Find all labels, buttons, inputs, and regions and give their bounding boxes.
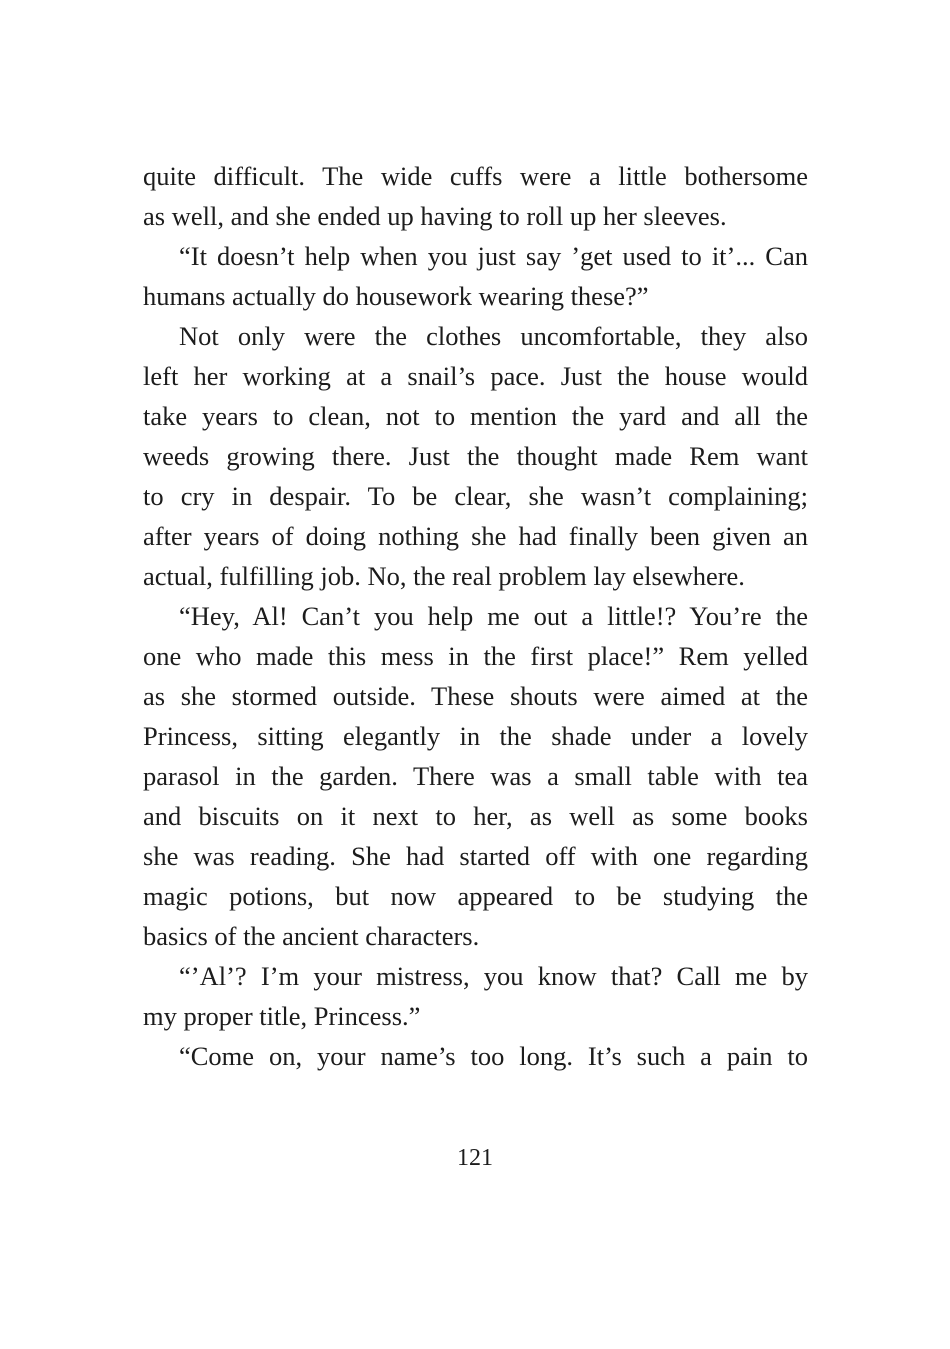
text-line: magic potions, but now appeared to be studying the [143,881,808,911]
text-line: as well, and she ended up having to roll up her sleeves. [143,201,727,231]
text-line: quite difficult. The wide cuffs were a little bothersome [143,161,808,191]
text-line: “Come on, your name’s too long. It’s such a pain to [179,1041,808,1071]
text-line: Princess, sitting elegantly in the shade under a lovely [143,721,808,751]
text-line: after years of doing nothing she had finally been given an [143,521,808,551]
text-line: Not only were the clothes uncomfortable, they also [179,321,808,351]
text-line: take years to clean, not to mention the yard and all the [143,401,808,431]
text-line: basics of the ancient characters. [143,921,480,951]
text-line: left her working at a snail’s pace. Just the house would [143,361,808,391]
text-line: one who made this mess in the first place!” Rem yelled [143,641,808,671]
text-line: “’Al’? I’m your mistress, you know that? Call me by [179,961,808,991]
text-line: parasol in the garden. There was a small table with tea [143,761,808,791]
body-text [143,156,808,1076]
text-line: she was reading. She had started off with one regarding [143,841,808,871]
text-line: and biscuits on it next to her, as well as some books [143,801,808,831]
text-line: as she stormed outside. These shouts were aimed at the [143,681,808,711]
text-line: weeds growing there. Just the thought made Rem want [143,441,808,471]
text-line: “It doesn’t help when you just say ’get used to it’... Can [179,241,808,271]
text-line: humans actually do housework wearing these?” [143,281,649,311]
text-line: my proper title, Princess.” [143,1001,421,1031]
page-number: 121 [457,1145,493,1171]
text-line: actual, fulfilling job. No, the real problem lay elsewhere. [143,561,745,591]
text-line: “Hey, Al! Can’t you help me out a little!? You’re the [179,601,808,631]
text-line: to cry in despair. To be clear, she wasn’t complaining; [143,481,808,511]
